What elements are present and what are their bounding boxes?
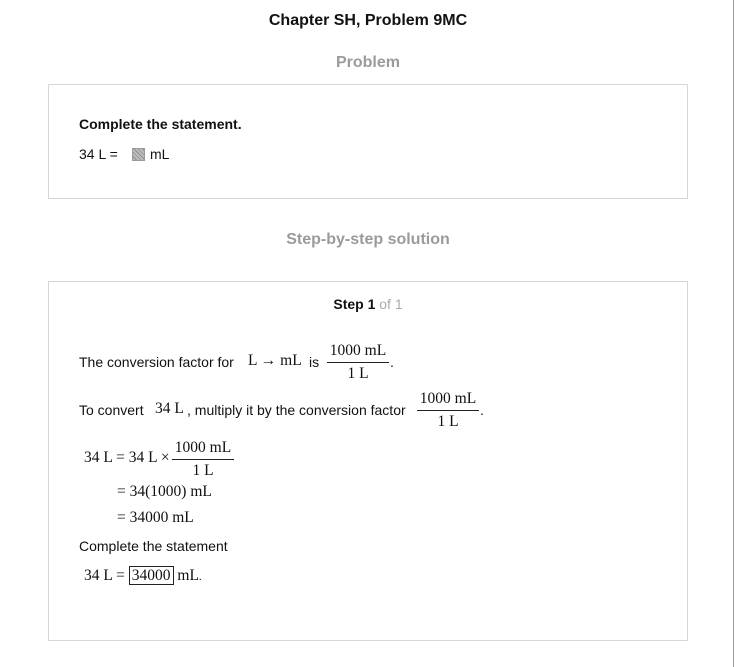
problem-statement-left: 34 L =	[79, 146, 118, 162]
quantity-math: 34 L	[155, 400, 184, 417]
fraction-denominator: 1 L	[192, 462, 214, 479]
fraction-numerator: 1000 mL	[327, 342, 389, 363]
answer-blank-icon[interactable]	[132, 148, 145, 161]
to-convert-text: To convert	[79, 402, 144, 418]
final-statement	[84, 566, 202, 585]
multiply-text: , multiply it by the conversion factor	[187, 402, 406, 418]
problem-statement-unit: mL	[150, 146, 170, 162]
fraction-numerator: 1000 mL	[172, 439, 234, 460]
final-left: 34 L =	[84, 567, 125, 584]
problem-box	[48, 84, 688, 199]
period: .	[480, 402, 484, 418]
problem-heading: Problem	[335, 54, 400, 71]
final-unit: mL	[177, 567, 199, 584]
solution-heading: Step-by-step solution	[286, 231, 450, 248]
page-title: Chapter SH, Problem 9MC	[268, 12, 468, 29]
fraction-denominator: 1 L	[347, 365, 369, 382]
conversion-fraction-1	[327, 342, 389, 383]
solution-box	[48, 281, 688, 641]
conversion-fraction-2	[417, 390, 479, 431]
complete-statement-text: Complete the statement	[79, 538, 228, 554]
period: .	[390, 354, 394, 370]
is-text: is	[309, 354, 320, 370]
fraction-denominator: 1 L	[437, 413, 459, 430]
final-period: .	[198, 571, 202, 583]
equation-line-2: = 34(1000) mL	[117, 483, 212, 500]
conversion-fraction-3	[172, 439, 234, 480]
equation-line-3: = 34000 mL	[117, 509, 194, 526]
conversion-factor-text: The conversion factor for	[79, 354, 234, 370]
step-of: of 1	[379, 296, 403, 312]
final-answer-box: 34000	[129, 566, 174, 585]
equation-line-1-left: 34 L = 34 L ×	[84, 449, 170, 466]
step-indicator	[49, 296, 687, 312]
problem-instruction: Complete the statement.	[79, 116, 242, 132]
step-label: Step 1	[333, 296, 376, 312]
fraction-numerator: 1000 mL	[417, 390, 479, 411]
conversion-direction-math: L → mL	[248, 352, 302, 369]
window-edge	[733, 0, 734, 667]
